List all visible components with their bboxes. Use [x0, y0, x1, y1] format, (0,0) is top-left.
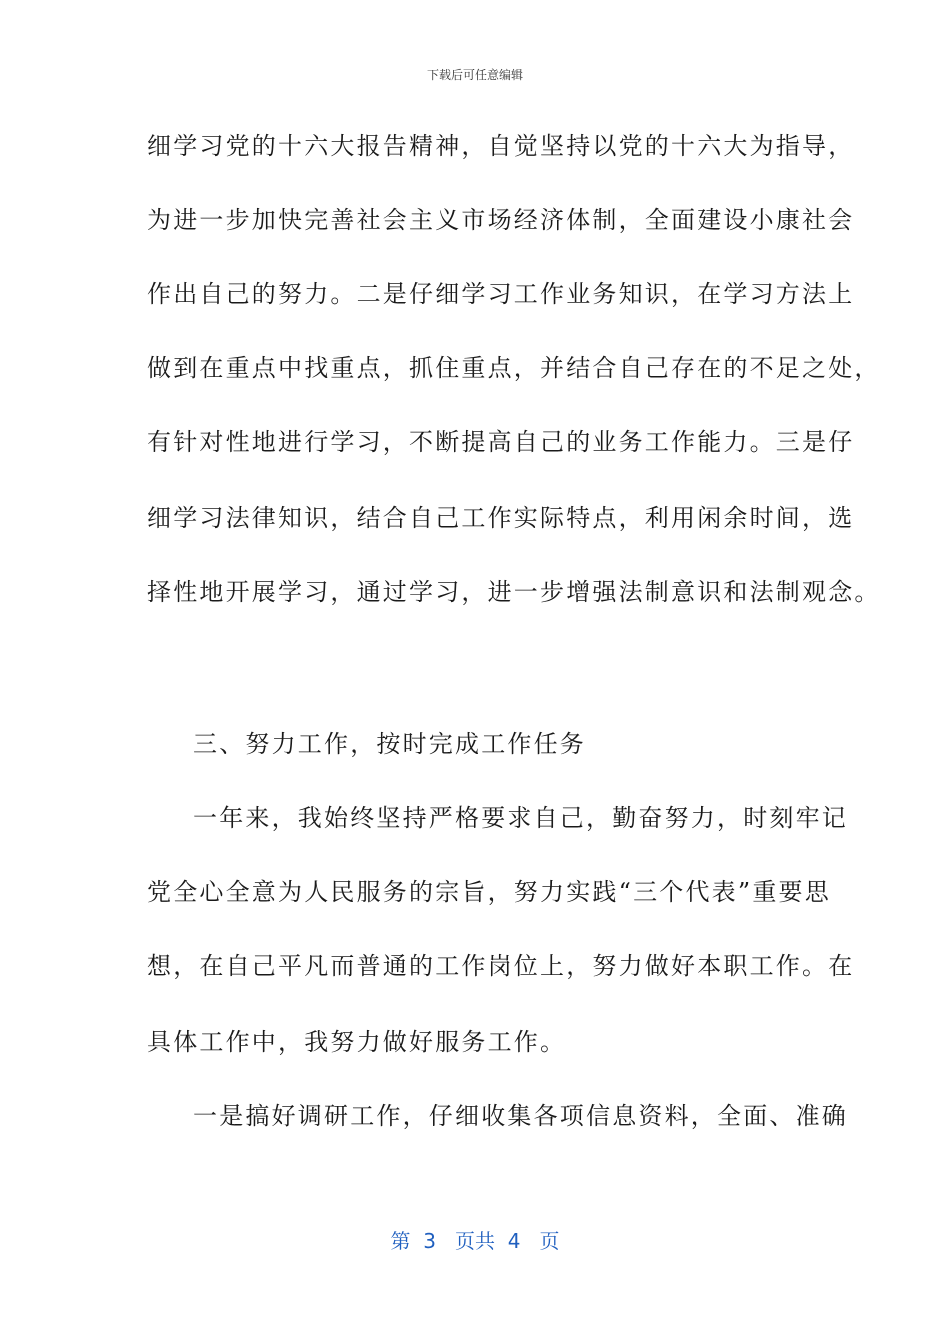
paragraph-line: 做到在重点中找重点，抓住重点，并结合自己存在的不足之处，: [147, 354, 881, 382]
section-heading: 三、努力工作，按时完成工作任务: [193, 730, 586, 758]
paragraph-line: 细学习法律知识，结合自己工作实际特点，利用闲余时间，选: [147, 504, 855, 532]
paragraph-line: 择性地开展学习，通过学习，进一步增强法制意识和法制观念。: [147, 578, 881, 606]
paragraph-line: 有针对性地进行学习，不断提高自己的业务工作能力。三是仔: [147, 428, 855, 456]
paragraph-line: 具体工作中，我努力做好服务工作。: [147, 1028, 567, 1056]
page-header-watermark: 下载后可任意编辑: [426, 68, 523, 82]
paragraph-line: 一年来，我始终坚持严格要求自己，勤奋努力，时刻牢记: [193, 804, 848, 832]
paragraph-line: 为进一步加快完善社会主义市场经济体制，全面建设小康社会: [147, 206, 855, 234]
paragraph-line: 一是搞好调研工作，仔细收集各项信息资料，全面、准确: [193, 1102, 848, 1130]
paragraph-line: 作出自己的努力。二是仔细学习工作业务知识，在学习方法上: [147, 280, 855, 308]
paragraph-line: 想，在自己平凡而普通的工作岗位上，努力做好本职工作。在: [147, 952, 855, 980]
paragraph-line: 党全心全意为人民服务的宗旨，努力实践“三个代表”重要思: [147, 878, 831, 906]
page-number-footer: 第 3 页共 4 页: [390, 1229, 560, 1253]
paragraph-line: 细学习党的十六大报告精神，自觉坚持以党的十六大为指导，: [147, 132, 855, 160]
